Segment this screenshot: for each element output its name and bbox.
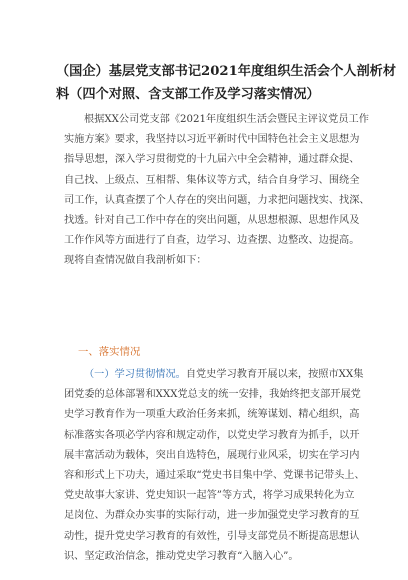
subsection-line: 动性，提升党史学习教育的有效性，引导支部党员不断提高思想认: [64, 530, 360, 542]
intro-line: 现将自查情况做自我剖析如下：: [64, 255, 207, 267]
subsection-line: 足岗位、为群众办实事的实际行动，进一步加强党史学习教育的互: [64, 510, 360, 522]
subsection-line: 团党委的总体部署和XXX党总支的统一安排，我始终把支部开展党: [64, 389, 361, 401]
subsection-line: 识、坚定政治信念，推动党史学习教育“入脑入心”。: [64, 550, 299, 562]
subsection-line: 党史故事大家讲、党史知识一起答”等方式，将学习成果转化为立: [64, 490, 355, 502]
subsection-line: 标准落实各项必学内容和规定动作，以党史学习教育为抓手，以开: [64, 429, 360, 441]
intro-line: 指导思想，深入学习贯彻党的十九届六中全会精神，通过群众提、: [64, 154, 360, 166]
intro-line: 司工作，认真查摆了个人存在的突出问题，力求把问题找实、找深、: [64, 194, 370, 206]
section-heading: 一、落实情况: [78, 346, 141, 358]
title-line-1: （国企）基层党支部书记2021年度组织生活会个人剖析材: [56, 64, 397, 79]
subsection-label: （一）学习贯彻情况。: [84, 369, 186, 380]
intro-line: 实施方案》要求，我坚持以习近平新时代中国特色社会主义思想为: [64, 134, 360, 146]
subsection-line: 自党史学习教育开展以来，按照市XX集: [185, 369, 364, 380]
intro-line: 找透。针对自己工作中存在的突出问题，从思想根源、思想作风及: [64, 215, 360, 227]
subsection-line: 容和形式上下功夫，通过采取“党史书目集中学、党课书记带头上、: [64, 470, 365, 482]
subsection-line: 史学习教育作为一项重大政治任务来抓，统筹谋划、精心组织，高: [64, 409, 360, 421]
subsection-paragraph: [64, 365, 365, 567]
document-title: [56, 60, 397, 106]
intro-line: 自己找、上级点、互相帮、集体议等方式，结合自身学习、围绕全: [64, 174, 360, 186]
subsection-first-line: [64, 365, 364, 385]
intro-line: 工作作风等方面进行了自查，边学习、边查摆、边整改、边提高。: [64, 235, 360, 247]
title-line-2: 料（四个对照、含支部工作及学习落实情况）: [56, 87, 320, 102]
subsection-line: 展丰富活动为载体，突出自选特色，展现行业风采，切实在学习内: [64, 449, 360, 461]
intro-paragraph: [64, 110, 370, 272]
intro-line: 根据XX公司党支部《2021年度组织生活会暨民主评议党员工作: [84, 114, 369, 125]
